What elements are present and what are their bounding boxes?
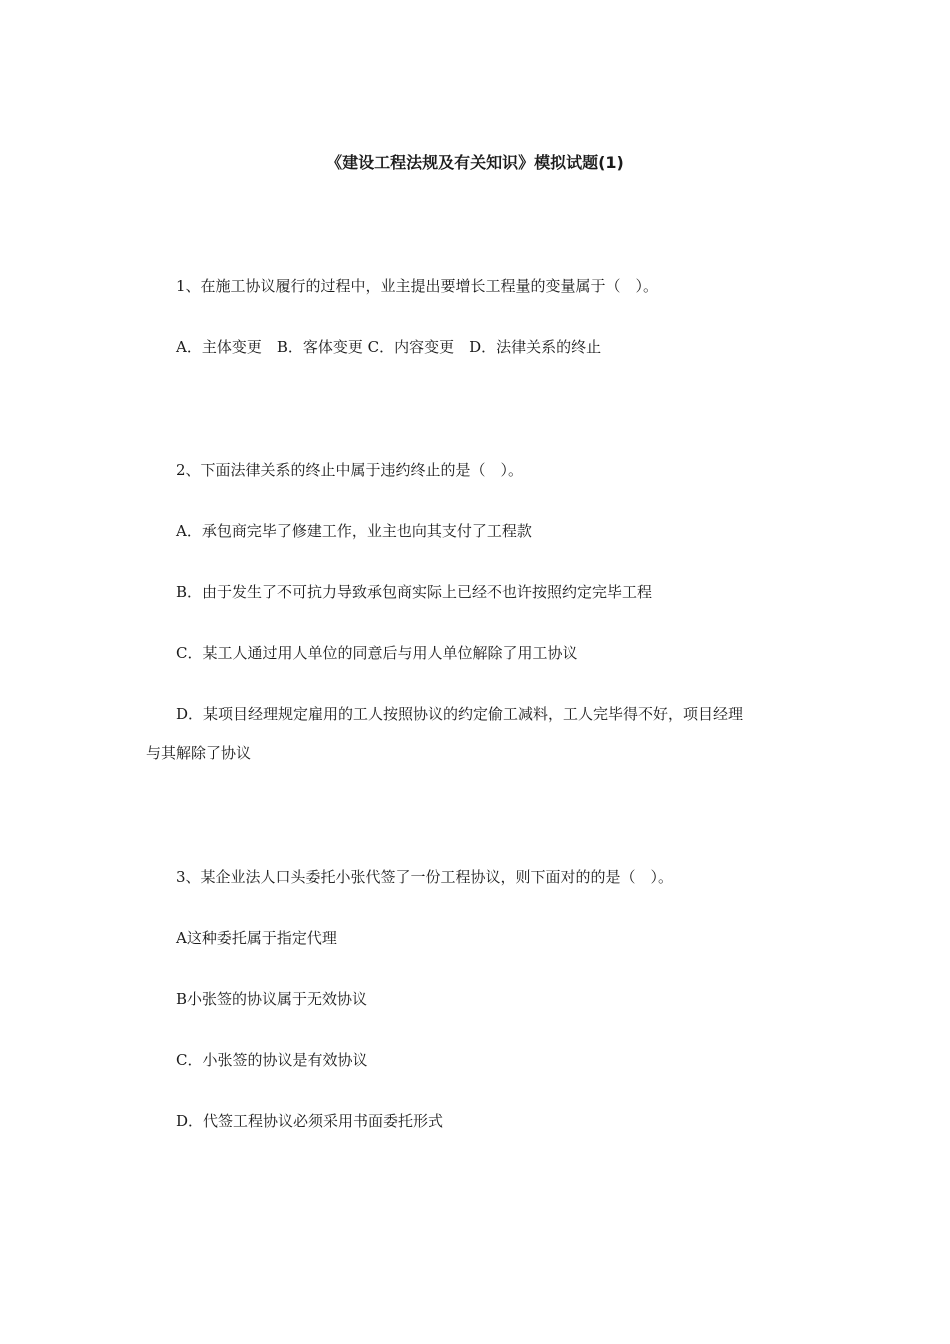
question-2-stem: 2、下面法律关系的终止中属于违约终止的是（ ）。 bbox=[176, 461, 524, 479]
question-1-options: A．主体变更 B．客体变更 C．内容变更 D．法律关系的终止 bbox=[176, 338, 602, 356]
question-3-option-c: C．小张签的协议是有效协议 bbox=[176, 1051, 368, 1069]
question-3-option-a: A这种委托属于指定代理 bbox=[176, 929, 337, 947]
document-title: 《建设工程法规及有关知识》模拟试题(1) bbox=[326, 153, 624, 172]
question-2-option-b: B．由于发生了不可抗力导致承包商实际上已经不也许按照约定完毕工程 bbox=[176, 583, 653, 601]
question-2-option-a: A．承包商完毕了修建工作，业主也向其支付了工程款 bbox=[176, 522, 532, 540]
question-2-option-c: C．某工人通过用人单位的同意后与用人单位解除了用工协议 bbox=[176, 644, 578, 662]
question-3-stem: 3、某企业法人口头委托小张代签了一份工程协议，则下面对的的是（ ）。 bbox=[176, 868, 674, 886]
question-2-option-d: D．某项目经理规定雇用的工人按照协议的约定偷工减料，工人完毕得不好，项目经理 bbox=[176, 705, 744, 723]
question-3-option-b: B小张签的协议属于无效协议 bbox=[176, 990, 368, 1008]
question-2-option-d-continued: 与其解除了协议 bbox=[146, 744, 252, 762]
question-3-option-d: D．代签工程协议必须采用书面委托形式 bbox=[176, 1112, 444, 1130]
question-1-stem: 1、在施工协议履行的过程中，业主提出要增长工程量的变量属于（ ）。 bbox=[176, 277, 659, 295]
